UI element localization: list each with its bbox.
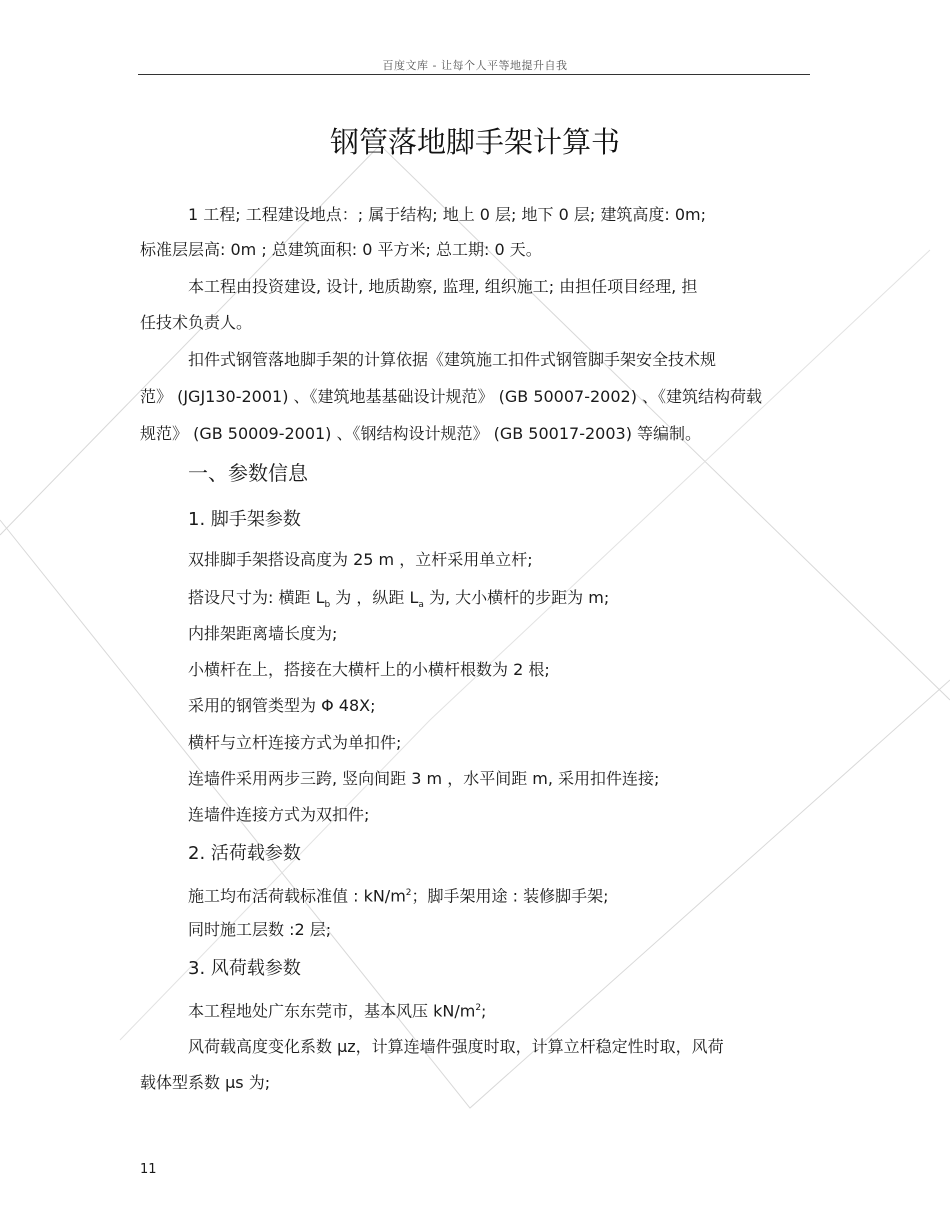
pipe-type-line: 采用的钢管类型为 Φ 48X; xyxy=(188,696,376,715)
la-subscript: a xyxy=(418,600,424,611)
intro-p3-line2: 范》 (JGJ130-2001) 、《建筑地基基础设计规范》 (GB 50007-2002) 、《建筑结构荷载 xyxy=(140,387,763,406)
wall-tie-spacing-line: 连墙件采用两步三跨, 竖向间距 3 m ，水平间距 m, 采用扣件连接; xyxy=(188,769,660,788)
wall-tie-connection-line: 连墙件连接方式为双扣件; xyxy=(188,805,370,824)
wind-pressure-text-a: 本工程地处广东东莞市，基本风压 kN/m xyxy=(188,1001,476,1021)
small-bar-count-line: 小横杆在上，搭接在大横杆上的小横杆根数为 2 根; xyxy=(188,660,550,679)
document-title: 钢管落地脚手架计算书 xyxy=(329,125,620,159)
subsection-heading-scaffold: 1. 脚手架参数 xyxy=(188,509,301,530)
wind-coefficient-line2: 载体型系数 μs 为; xyxy=(140,1073,271,1092)
scaffold-height-line: 双排脚手架搭设高度为 25 m ，立杆采用单立杆; xyxy=(188,550,533,569)
subsection-heading-live-load: 2. 活荷载参数 xyxy=(188,843,301,864)
intro-p2-line1: 本工程由投资建设, 设计, 地质勘察, 监理, 组织施工; 由担任项目经理, 担 xyxy=(188,277,698,296)
wind-coefficient-line1: 风荷载高度变化系数 μz，计算连墙件强度时取，计算立杆稳定性时取，风荷 xyxy=(188,1037,724,1056)
construction-floors-line: 同时施工层数 :2 层; xyxy=(188,920,332,939)
header-divider xyxy=(138,74,810,75)
intro-p1-line2: 标准层层高: 0m ; 总建筑面积: 0 平方米; 总工期: 0 天。 xyxy=(140,240,542,259)
live-load-unit-exponent: 2 xyxy=(405,888,412,898)
section-heading-parameters: 一、参数信息 xyxy=(188,461,308,485)
bar-connection-line: 横杆与立杆连接方式为单扣件; xyxy=(188,733,402,752)
scaffold-dimension-line xyxy=(188,588,609,615)
page-number: 11 xyxy=(140,1162,157,1177)
intro-p1-line1: 1 工程; 工程建设地点：; 属于结构; 地上 0 层; 地下 0 层; 建筑高度: 0m; xyxy=(188,205,706,224)
lb-subscript: b xyxy=(324,600,331,611)
wall-distance-line: 内排架距离墙长度为; xyxy=(188,624,338,643)
intro-p3-line3: 规范》 (GB 50009-2001) 、《钢结构设计规范》 (GB 50017-2003) 等编制。 xyxy=(140,424,702,443)
wind-pressure-unit-exponent: 2 xyxy=(475,1003,482,1013)
intro-p2-line2: 任技术负责人。 xyxy=(140,313,253,332)
intro-p3-line1: 扣件式钢管落地脚手架的计算依据《建筑施工扣件式钢管脚手架安全技术规 xyxy=(188,350,717,369)
dimension-text-b: 为 ，纵距 L xyxy=(330,588,419,607)
page-header: 百度文库 - 让每个人平等地提升自我 xyxy=(382,59,568,72)
wind-pressure-line xyxy=(188,998,486,1021)
dimension-text-c: 为, 大小横杆的步距为 m; xyxy=(423,588,610,607)
live-load-text-a: 施工均布活荷载标准值 : kN/m xyxy=(188,886,406,906)
subsection-heading-wind-load: 3. 风荷载参数 xyxy=(188,958,301,979)
wind-pressure-text-b: ; xyxy=(481,1001,487,1021)
live-load-text-b: ；脚手架用途 : 装修脚手架; xyxy=(411,886,609,906)
live-load-line xyxy=(188,883,608,906)
dimension-text-a: 搭设尺寸为: 横距 L xyxy=(188,588,325,607)
